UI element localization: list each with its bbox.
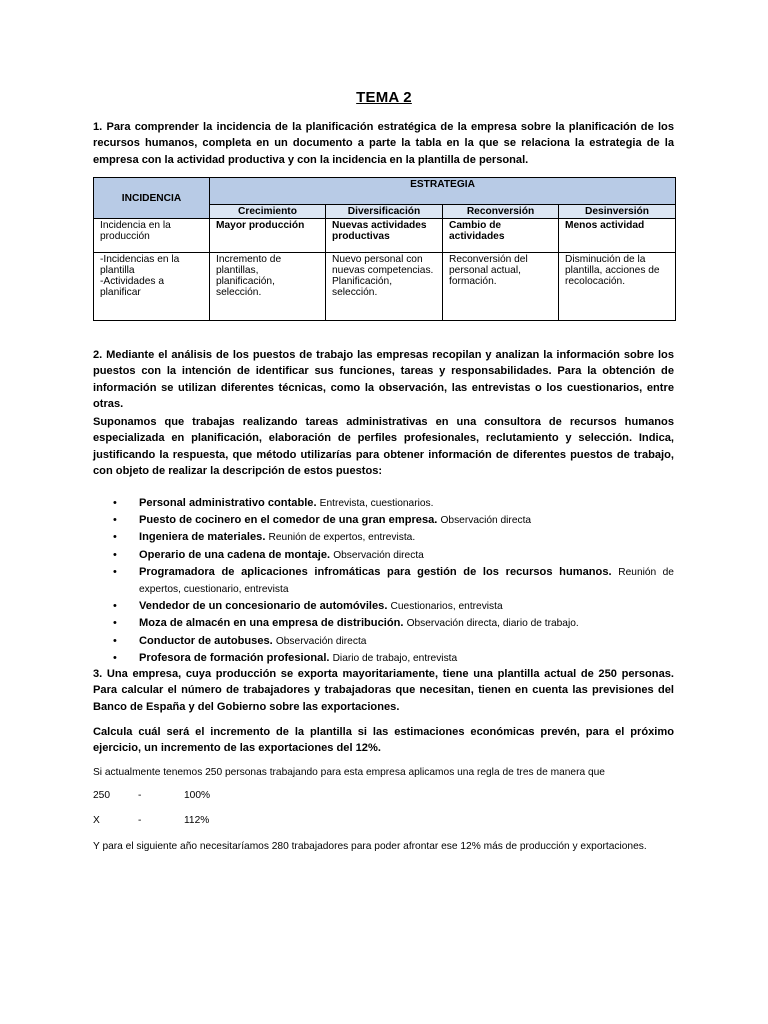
rule-percent: 112% [184, 815, 210, 826]
row-label: -Incidencias en la plantilla -Actividades a planificar [94, 253, 210, 321]
bullet: • [113, 634, 117, 647]
bullet: • [113, 651, 117, 664]
column-header: Crecimiento [210, 205, 326, 219]
question-2-text: 2. Mediante el análisis de los puestos de trabajo las empresas recopilan y analizan la información sobre los puestos con la intención de identificar sus funciones, tareas y responsabilidades. Para la obtención de información se utilizan diferentes técnicas, como la observación, las entrevistas o los cuestionarios, entre otras. [93, 349, 674, 410]
list-item [113, 529, 674, 546]
table-cell: Incremento de plantillas, planificación, selección. [210, 253, 326, 321]
page-title: TEMA 2 [356, 89, 412, 106]
table-cell: Disminución de la plantilla, acciones de recolocación. [559, 253, 676, 321]
question-1-text: 1. Para comprender la incidencia de la planificación estratégica de la empresa sobre la planificación de los recursos humanos, completa en un documento a parte la tabla en la que se relaciona la estrategia de la empresa con la actividad productiva y con la incidencia en la plantilla de personal. [93, 121, 674, 166]
list-item [113, 598, 674, 615]
list-item [113, 633, 674, 650]
job-method: Diario de trabajo, entrevista [332, 652, 458, 664]
job-method: Cuestionarios, entrevista [390, 601, 503, 613]
question-3-text: 3. Una empresa, cuya producción se exporta mayoritariamente, tiene una plantilla actual de 250 personas. Para calcular el número de trabajadores y trabajadoras que necesitan, tienen en cuenta las previsiones del Banco de España y del Gobierno sobre las exportaciones. [93, 668, 674, 713]
list-item [113, 564, 674, 598]
job-method: Observación directa, diario de trabajo. [406, 618, 579, 630]
bullet: • [113, 600, 117, 613]
job-title: Conductor de autobuses. [139, 634, 273, 647]
question-3-task: Calcula cuál será el incremento de la plantilla si las estimaciones económicas prevén, para el próximo ejercicio, un incremento de las exportaciones del 12%. [93, 726, 674, 755]
job-title: Vendedor de un concesionario de automóviles. [139, 600, 388, 613]
list-item [113, 512, 674, 529]
table-cell: Cambio de actividades [443, 219, 559, 253]
job-method: Observación directa [333, 549, 424, 561]
column-header: Desinversión [559, 205, 676, 219]
table-cell: Nuevas actividades productivas [326, 219, 443, 253]
bullet: • [113, 514, 117, 527]
list-item [113, 615, 674, 632]
job-method: Observación directa [440, 515, 532, 527]
bullet: • [113, 497, 117, 509]
question-2-scenario: Suponamos que trabajas realizando tareas administrativas en una consultora de recursos humanos especializada en planificación, elaboración de perfiles profesionales, reclutamiento y selección. Indica, justificando la respuesta, que método utilizarías para obtener información de diferentes puestos de trabajo, con objeto de realizar la descripción de estos puestos: [93, 416, 674, 477]
row-label: Incidencia en la producción [94, 219, 210, 253]
rule-value: 250 [93, 790, 110, 801]
bullet: • [113, 617, 117, 630]
rule-percent: 100% [184, 790, 211, 801]
answer-conclusion: Y para el siguiente año necesitaríamos 280 trabajadores para poder afrontar ese 12% más de producción y exportaciones. [93, 841, 647, 852]
bullet: • [113, 548, 117, 561]
job-list [113, 495, 674, 667]
job-title: Profesora de formación profesional. [139, 651, 330, 664]
table-cell: Menos actividad [559, 219, 676, 253]
rule-separator: - [138, 815, 142, 826]
answer-intro: Si actualmente tenemos 250 personas trabajando para esta empresa aplicamos una regla de tres de manera que [93, 767, 605, 778]
table-row [94, 253, 676, 321]
table-row [94, 219, 676, 253]
job-title: Operario de una cadena de montaje. [139, 548, 331, 561]
job-title: Ingeniera de materiales. [139, 531, 266, 544]
strategy-table [93, 177, 676, 321]
rule-separator: - [138, 790, 142, 801]
column-header: Diversificación [326, 205, 443, 219]
job-title: Puesto de cocinero en el comedor de una gran empresa. [139, 514, 438, 527]
list-item [113, 547, 674, 564]
bullet: • [113, 531, 117, 544]
job-method: Entrevista, cuestionarios. [319, 498, 434, 509]
job-title: Moza de almacén en una empresa de distribución. [139, 617, 404, 630]
table-cell: Mayor producción [210, 219, 326, 253]
job-method: Reunión de expertos, entrevista. [268, 532, 416, 544]
table-cell: Nuevo personal con nuevas competencias. Planificación, selección. [326, 253, 443, 321]
estrategia-header: ESTRATEGIA [210, 178, 676, 205]
rule-value: X [93, 815, 100, 826]
job-method: Reunión de expertos, cuestionario, entrevista [139, 566, 674, 596]
column-header: Reconversión [443, 205, 559, 219]
incidencia-header: INCIDENCIA [94, 178, 210, 219]
job-method: Observación directa [275, 635, 367, 647]
job-title: Programadora de aplicaciones infromáticas para gestión de los recursos humanos. [139, 565, 612, 578]
bullet: • [113, 565, 117, 578]
table-cell: Reconversión del personal actual, formación. [443, 253, 559, 321]
list-item [113, 650, 674, 667]
job-title: Personal administrativo contable. [139, 497, 317, 509]
list-item [113, 495, 674, 512]
